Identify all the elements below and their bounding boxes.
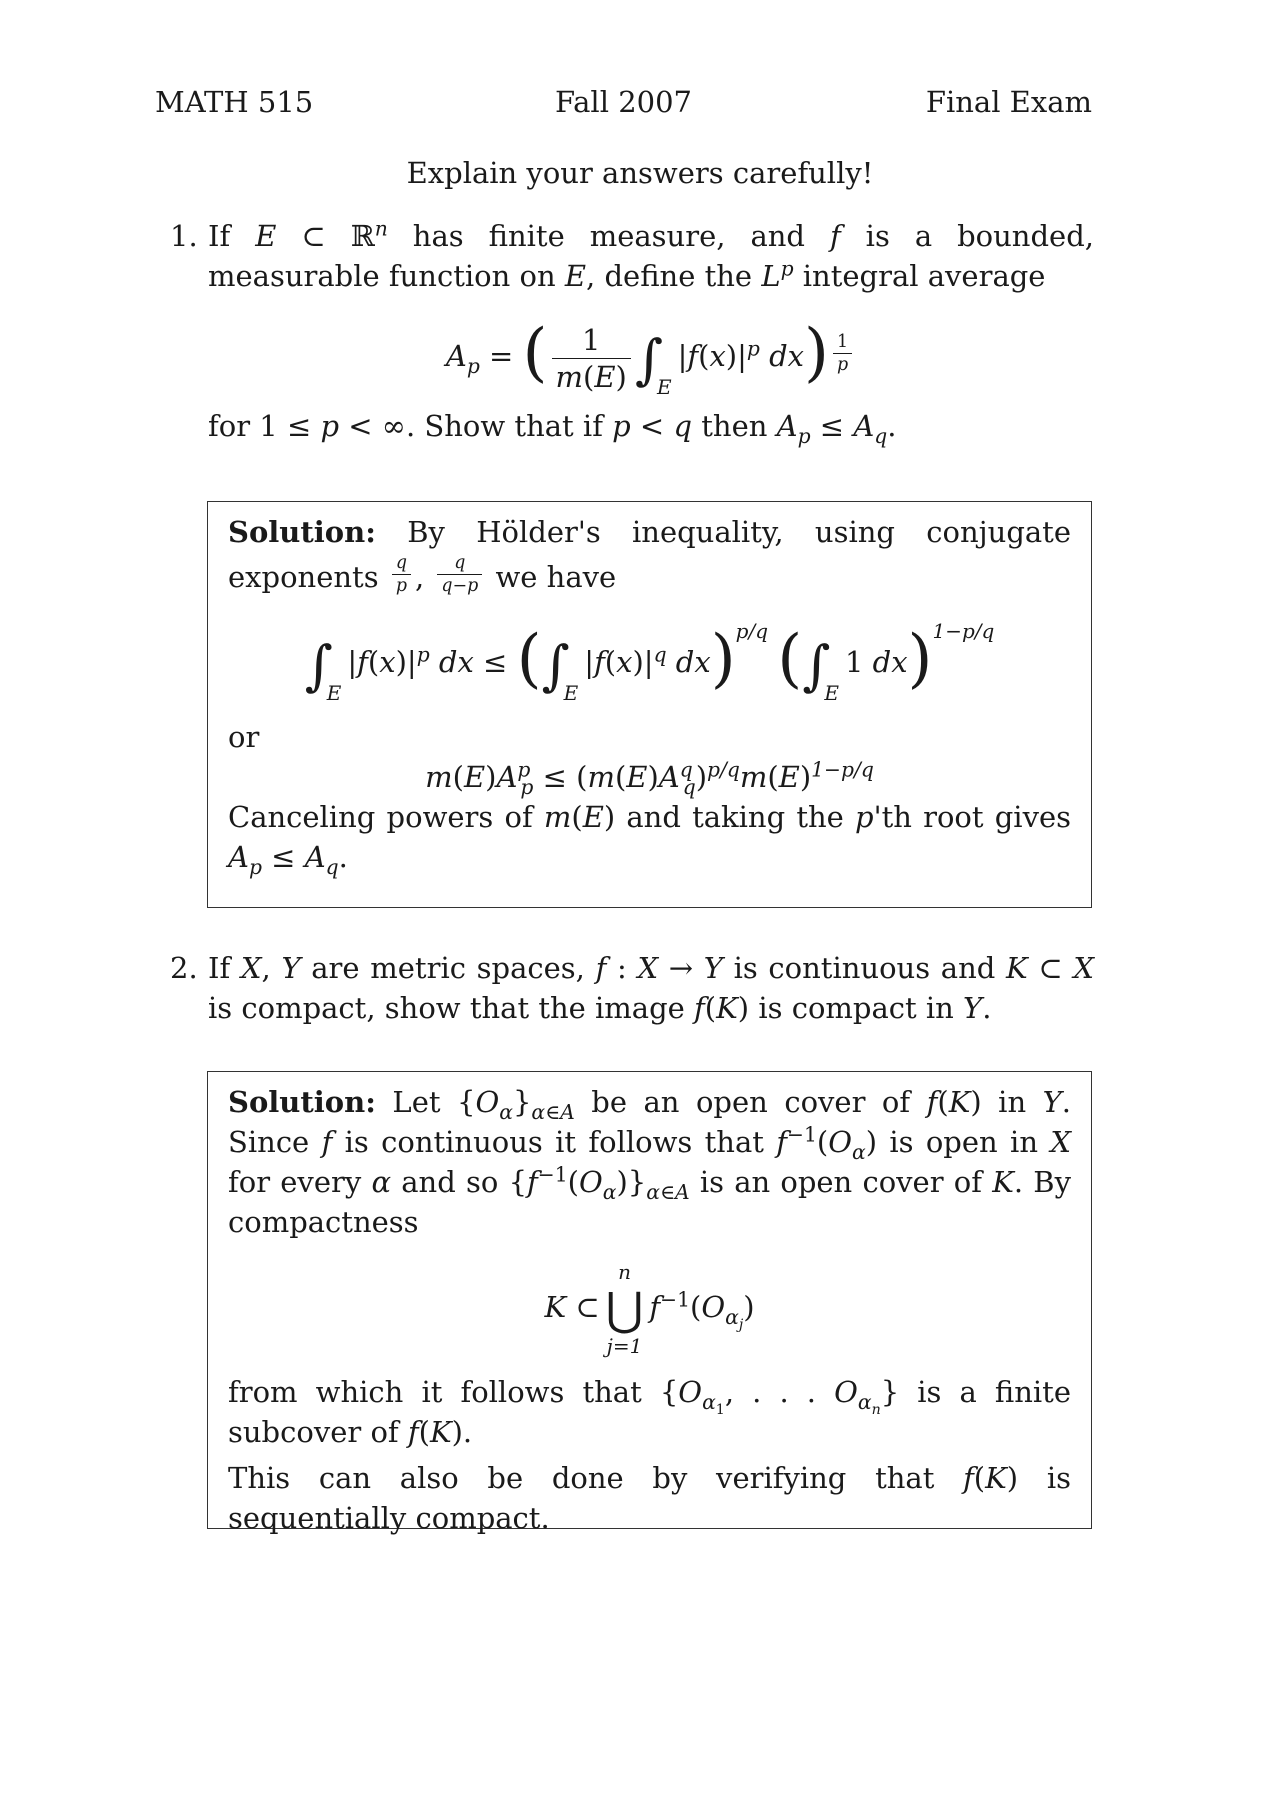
solution-2-intro: Solution: Let $\{O_\alpha\}_{\alpha\in A}$ be an open cover of f(K) in Y. Since f is continuous it follows that $f^{-1}(O_\alpha)$ is open in X for every α and so $\{f^{-1}(O_\alpha)\}_{\alpha\in A}$ is an open cover of K. By compactness (228, 1085, 1072, 1239)
problem-2-number: 2. (170, 951, 198, 985)
course-label: MATH 515 (155, 85, 314, 119)
finite-union: K ⊂ n ⋃ j=1 $f^{-1}(O_{\alpha_j})$ (544, 1260, 755, 1358)
solution-1-box (207, 501, 1092, 908)
problem-1-statement: If E ⊂ ℝ$^n$ has finite measure, and f is a bounded, measurable function on E, define the $L^p$ integral average (208, 216, 1094, 293)
problem-2 (170, 948, 1094, 1028)
holder-inequality: $\int_E|f(x)|^p$ dx ≤ ($\int_E|f(x)|^q$ dx)$^{p/q}$ ($\int_E1$ dx)$^{1-p/q}$ (304, 619, 995, 705)
solution-2-alternative: This can also be done by verifying that f(K) is sequentially compact. (228, 1461, 1071, 1535)
term-label: Fall 2007 (554, 85, 693, 119)
measure-inequality: $m(E)A^p_p \le (m(E)A^q_q)^{p/q}m(E)^{1-p/q}$ (425, 757, 874, 799)
solution-2-label: Solution: (228, 1085, 376, 1119)
instruction-text: Explain your answers carefully! (406, 156, 874, 190)
solution-2-subcover: from which it follows that {$O_{\alpha_1}$, . . . $O_{\alpha_n}$} is a finite subcover of f(K). (228, 1375, 1072, 1449)
problem-2-statement: If X, Y are metric spaces, f : X → Y is continuous and K ⊂ X is compact, show that the image f(K) is compact in Y. (208, 951, 1094, 1025)
problem-1-number: 1. (170, 219, 198, 253)
problem-2-body (208, 948, 1094, 1028)
solution-1-label: Solution: (228, 515, 376, 549)
problem-1-condition: for 1 ≤ p < ∞. Show that if p < q then $A_p \le A_q$. (208, 409, 897, 448)
solution-1-or: or (228, 720, 260, 754)
solution-2-box (207, 1071, 1092, 1535)
solution-1-conclusion: Canceling powers of m(E) and taking the p'th root gives $A_p \le A_q$. (228, 800, 1071, 879)
problem-1-body (208, 216, 1094, 446)
solution-1-intro: Solution: By Hölder's inequality, using conjugate exponents $\frac{q}{p}$ , $\frac{q}{q-p}$ we have (228, 515, 1071, 596)
problem-1 (170, 216, 1094, 446)
exam-label: Final Exam (925, 85, 1092, 119)
average-formula: $A_p$ = ( $\frac{1}{m(E)}$ $\int_E|f(x)|^p$ dx) $\frac{1}{p}$ (208, 306, 1094, 406)
